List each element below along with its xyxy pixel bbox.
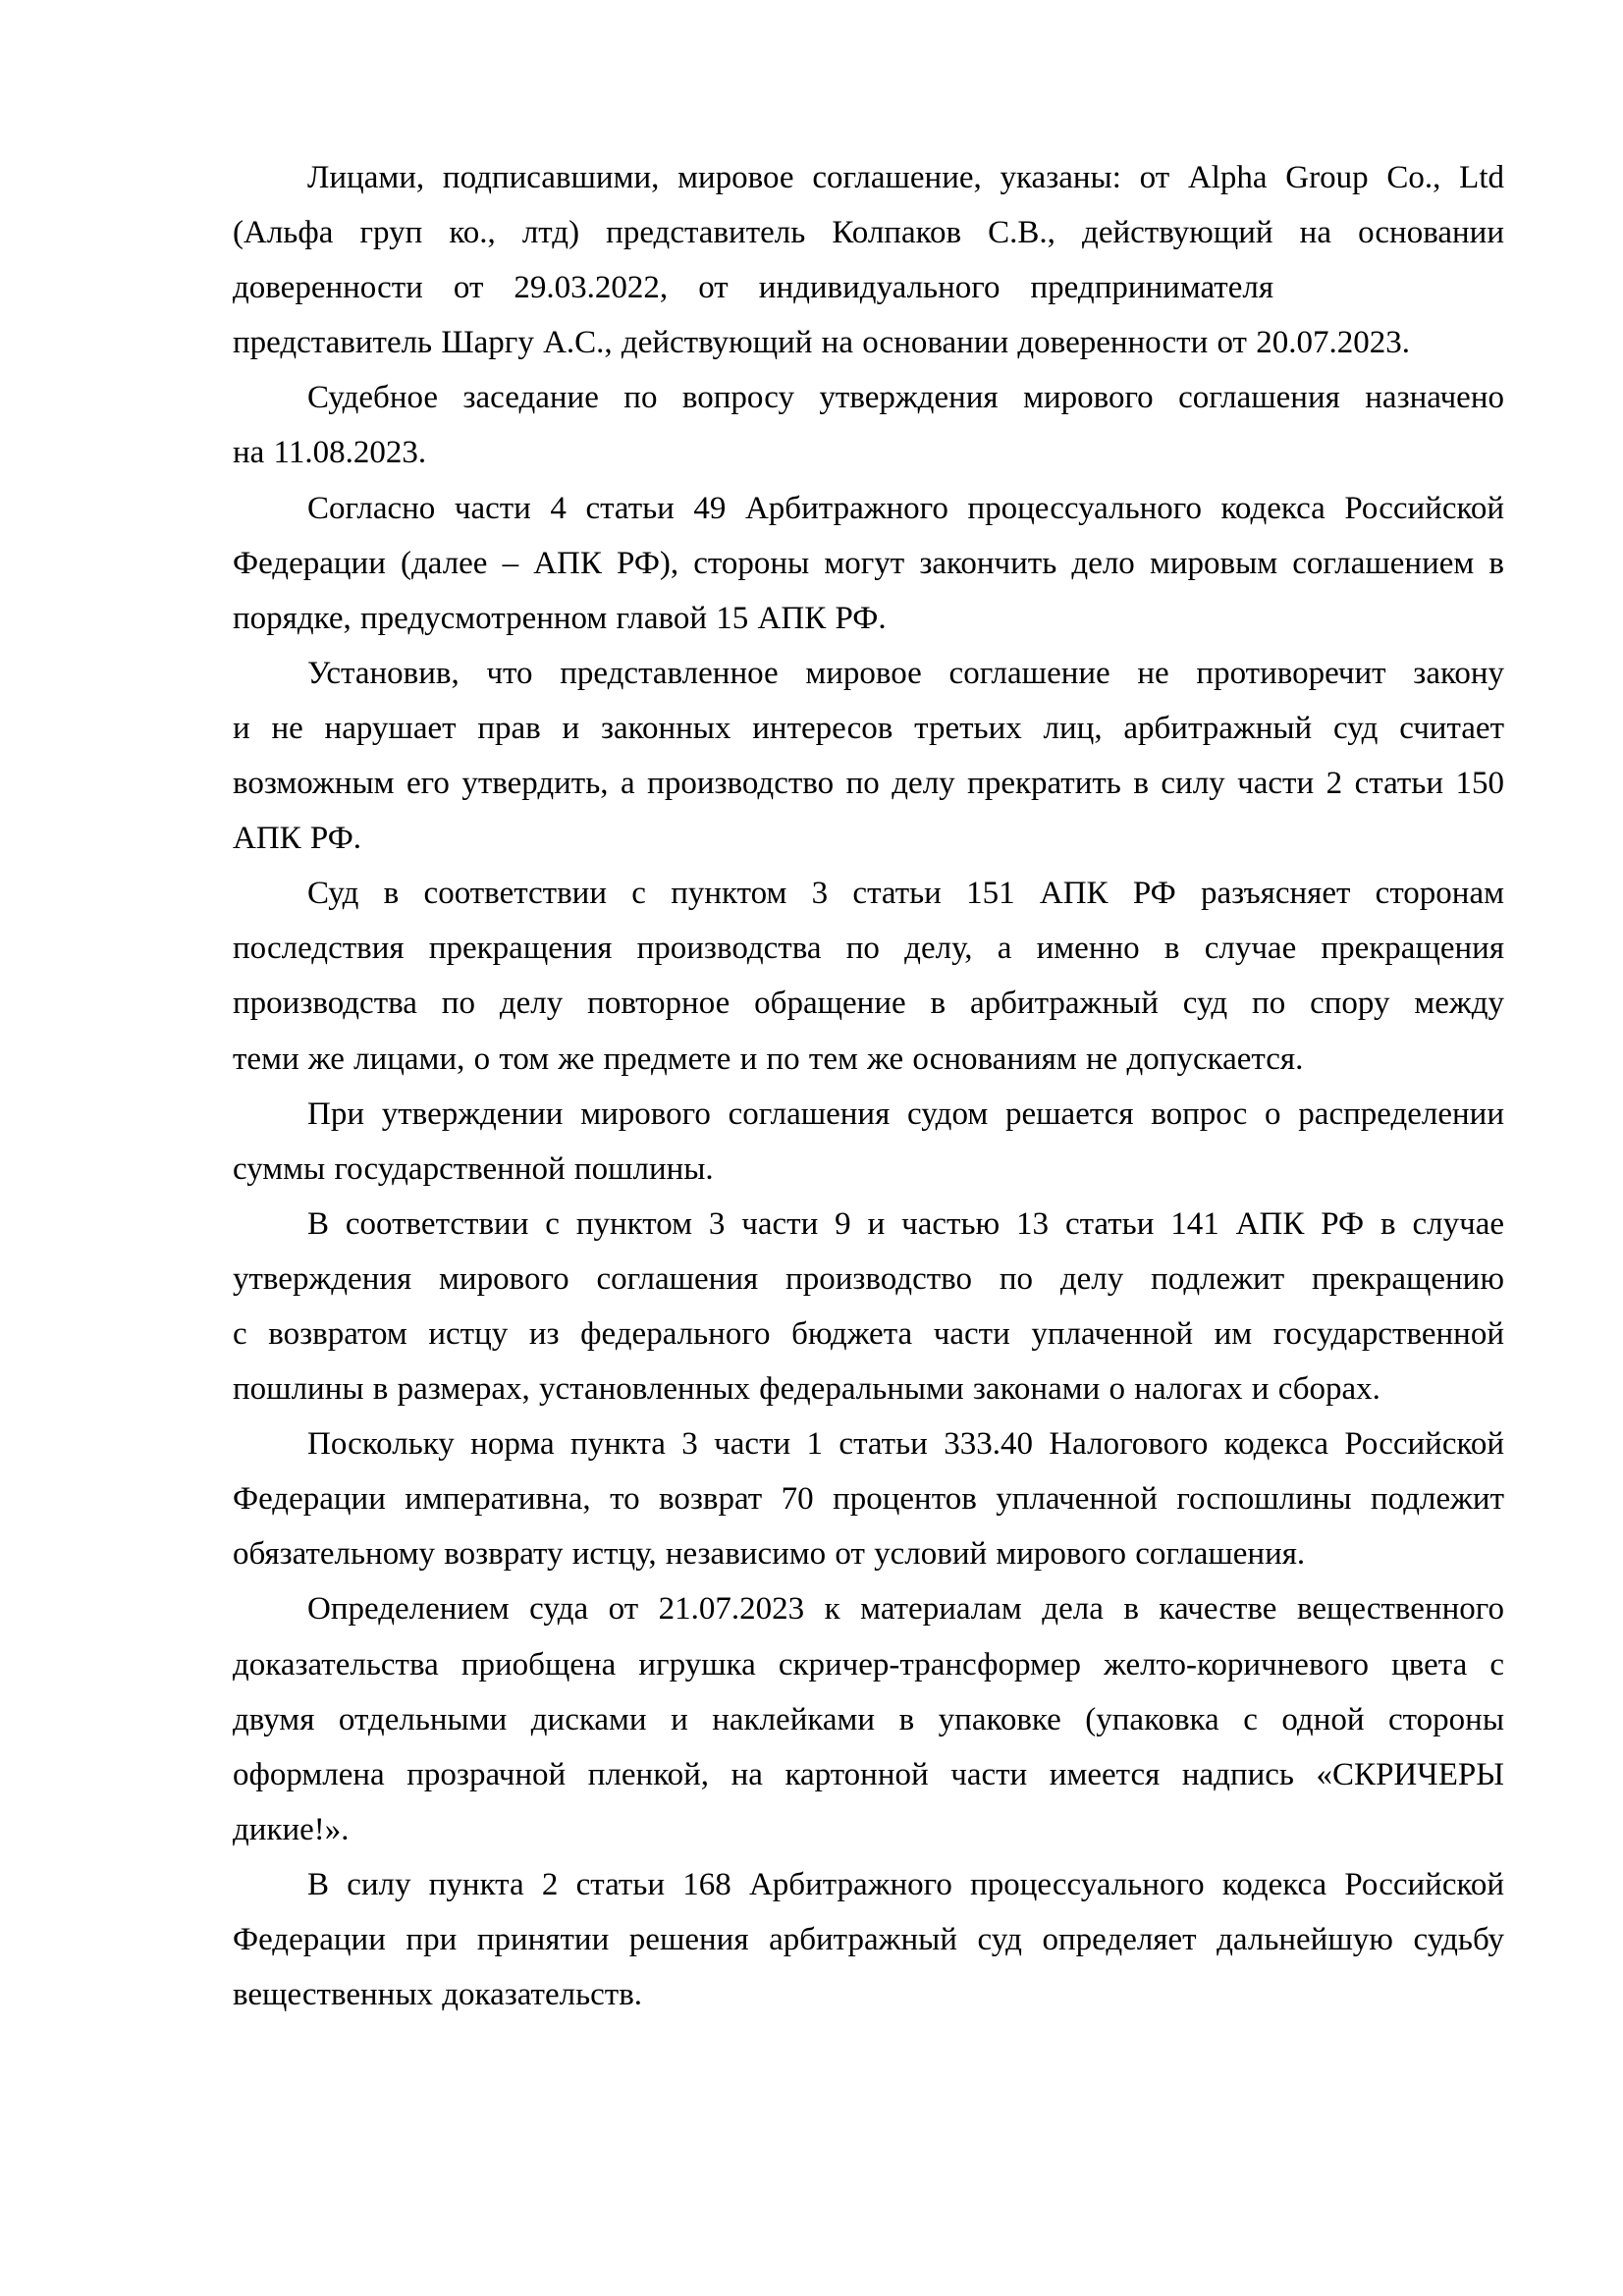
text-line: В силу пункта 2 статьи 168 Арбитражного процессуального кодекса Российской xyxy=(307,1866,1504,1902)
text-line: на 11.08.2023. xyxy=(233,435,427,471)
text-line: производства по делу повторное обращение в арбитражный суд по спору между xyxy=(233,986,1504,1022)
document-text-block xyxy=(233,150,1504,2022)
text-line: Федерации императивна, то возврат 70 процентов уплаченной госпошлины подлежит xyxy=(233,1481,1504,1518)
paragraph-tax-code xyxy=(233,1416,1504,1581)
paragraph-apk-article-141 xyxy=(233,1197,1504,1416)
text-line: двумя отдельными дисками и наклейками в упаковке (упаковка с одной стороны xyxy=(233,1701,1504,1737)
text-line: последствия прекращения производства по делу, а именно в случае прекращения xyxy=(233,931,1504,967)
text-line: При утверждении мирового соглашения судом решается вопрос о распределении xyxy=(307,1095,1504,1132)
text-line: В соответствии с пунктом 3 части 9 и частью 13 статьи 141 АПК РФ в случае xyxy=(307,1205,1504,1242)
text-line: Лицами, подписавшими, мировое соглашение, указаны: от Alpha Group Co., Ltd xyxy=(307,160,1504,195)
text-line: дикие!». xyxy=(233,1811,350,1847)
text-line: обязательному возврату истцу, независимо от условий мирового соглашения. xyxy=(233,1536,1306,1573)
text-line: с возвратом истцу из федерального бюджета части уплаченной им государственной xyxy=(233,1315,1504,1352)
text-line: пошлины в размерах, установленных федеральными законами о налогах и сборах. xyxy=(233,1371,1380,1408)
text-line: суммы государственной пошлины. xyxy=(233,1150,714,1187)
text-line: Поскольку норма пункта 3 части 1 статьи 333.40 Налогового кодекса Российской xyxy=(307,1426,1504,1463)
text-line: Согласно части 4 статьи 49 Арбитражного процессуального кодекса Российской xyxy=(307,490,1504,526)
paragraph-apk-article-168 xyxy=(233,1857,1504,2022)
text-line: и не нарушает прав и законных интересов третьих лиц, арбитражный суд считает xyxy=(233,710,1504,746)
paragraph-apk-article-151 xyxy=(233,866,1504,1086)
paragraph-evidence-toy xyxy=(233,1581,1504,1856)
text-line: (Альфа груп ко., лтд) представитель Колпаков С.В., действующий на основании xyxy=(233,215,1504,251)
text-line: порядке, предусмотренном главой 15 АПК РФ. xyxy=(233,600,887,636)
paragraph-hearing-date xyxy=(233,370,1504,480)
text-line: Установив, что представленное мировое соглашение не противоречит закону xyxy=(307,655,1504,691)
text-line: возможным его утвердить, а производство по делу прекратить в силу части 2 статьи 150 xyxy=(233,766,1504,802)
text-line: АПК РФ. xyxy=(233,821,362,857)
text-line: утверждения мирового соглашения производство по делу подлежит прекращению xyxy=(233,1260,1504,1297)
paragraph-approval xyxy=(233,646,1504,866)
text-line: Определением суда от 21.07.2023 к материалам дела в качестве вещественного xyxy=(307,1591,1504,1628)
text-line: оформлена прозрачной пленкой, на картонной части имеется надпись «СКРИЧЕРЫ xyxy=(233,1756,1504,1792)
paragraph-signatories xyxy=(233,150,1504,370)
text-line: Суд в соответствии с пунктом 3 статьи 151 АПК РФ разъясняет сторонам xyxy=(307,876,1504,912)
paragraph-state-duty xyxy=(233,1087,1504,1197)
text-line: доверенности от 29.03.2022, от индивидуального предпринимателя xyxy=(233,270,1273,306)
text-line: теми же лицами, о том же предмете и по тем же основаниям не допускается. xyxy=(233,1041,1304,1077)
text-line: доказательства приобщена игрушка скричер-трансформер желто-коричневого цвета с xyxy=(233,1646,1504,1682)
text-line: представитель Шаргу А.С., действующий на основании доверенности от 20.07.2023. xyxy=(233,325,1410,361)
text-line: вещественных доказательств. xyxy=(233,1977,643,2013)
paragraph-apk-article-49 xyxy=(233,481,1504,646)
text-line: Федерации (далее – АПК РФ), стороны могут закончить дело мировым соглашением в xyxy=(233,545,1504,581)
text-line: Судебное заседание по вопросу утверждения мирового соглашения назначено xyxy=(307,380,1504,416)
text-line: Федерации при принятии решения арбитражный суд определяет дальнейшую судьбу xyxy=(233,1922,1504,1957)
